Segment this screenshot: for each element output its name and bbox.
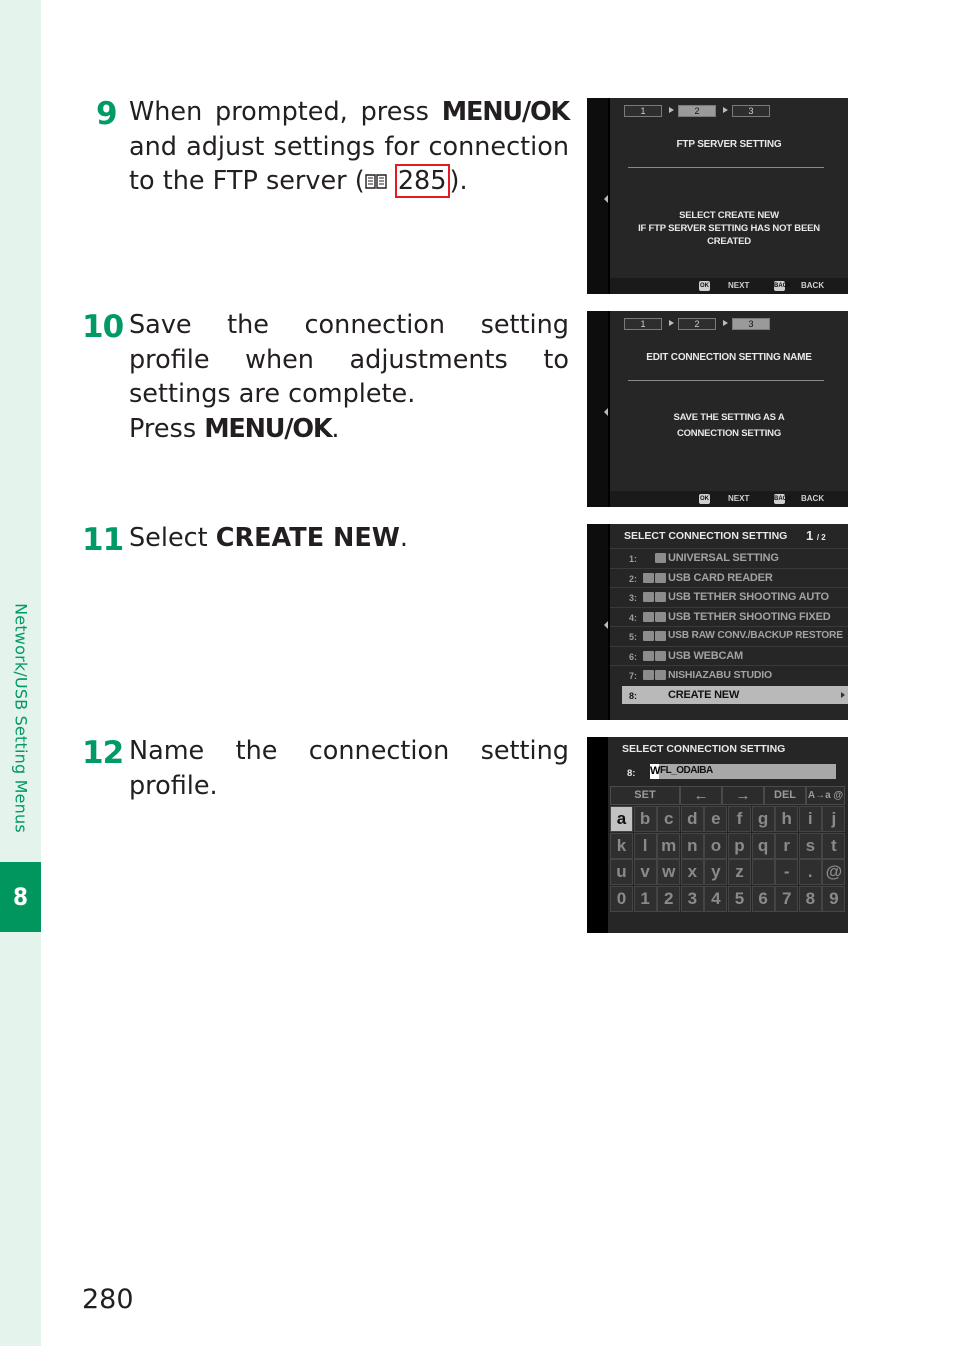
setting-icon <box>655 553 666 563</box>
keyboard-key[interactable]: p <box>728 833 751 859</box>
back-key-icon: BACK <box>774 496 792 502</box>
keyboard-key[interactable]: 7 <box>775 886 798 912</box>
step-indicator: 1 2 3 <box>624 318 834 329</box>
keyboard-key[interactable]: c <box>657 806 680 832</box>
cursor-right-button[interactable]: → <box>722 786 764 805</box>
connection-setting-item[interactable]: 5: USB RAW CONV./BACKUP RESTORE <box>610 626 848 646</box>
step-indicator: 1 2 3 <box>624 105 834 116</box>
usb-icon <box>643 631 654 641</box>
keyboard-key[interactable]: q <box>752 833 775 859</box>
step-text-12: Name the connection setting profile. <box>129 736 569 801</box>
keyboard-key[interactable]: r <box>775 833 798 859</box>
keyboard-key[interactable]: i <box>799 806 822 832</box>
usb-icon <box>643 592 654 602</box>
cursor-left-button[interactable]: ← <box>680 786 722 805</box>
keyboard-key[interactable]: 9 <box>822 886 845 912</box>
page-indicator: 1 / 2 <box>806 528 826 543</box>
keyboard-key[interactable]: @ <box>822 859 845 885</box>
screen-footer <box>610 491 848 507</box>
step-text-11: Select CREATE NEW. <box>129 523 408 553</box>
name-input-field[interactable]: 8: W FL_ODAIBA <box>618 764 836 781</box>
text-cursor: W <box>650 765 661 777</box>
connection-setting-item[interactable]: 2: USB CARD READER <box>610 568 848 588</box>
screen-edit-connection-setting-name <box>587 311 848 507</box>
keyboard-key[interactable]: 4 <box>704 886 727 912</box>
screen-ftp-server-setting <box>587 98 848 294</box>
keyboard-key[interactable]: e <box>704 806 727 832</box>
menu-ok-key: MENU/OK <box>441 97 569 127</box>
keyboard-key[interactable]: u <box>610 859 633 885</box>
create-new-item[interactable]: 8: CREATE NEW <box>622 686 848 704</box>
screen-select-connection-setting <box>587 524 848 720</box>
keyboard-key[interactable]: 2 <box>657 886 680 912</box>
section-label: Network/USB Setting Menus <box>11 603 31 833</box>
keyboard-key[interactable]: 6 <box>752 886 775 912</box>
back-key-icon: BACK <box>774 283 792 289</box>
keyboard-key[interactable]: - <box>775 859 798 885</box>
case-toggle-button[interactable]: A→a @ <box>806 786 845 805</box>
next-label: NEXT <box>728 281 750 290</box>
tether-icon <box>655 670 666 680</box>
tether-icon <box>655 592 666 602</box>
page-number: 280 <box>82 1284 134 1315</box>
create-new-option-text: CREATE NEW <box>215 523 400 553</box>
keyboard-key[interactable]: b <box>634 806 657 832</box>
usb-icon <box>643 573 654 583</box>
keyboard-key[interactable]: v <box>634 859 657 885</box>
keyboard-key[interactable] <box>752 859 775 885</box>
keyboard-key[interactable]: w <box>657 859 680 885</box>
keyboard-key[interactable]: f <box>728 806 751 832</box>
keyboard-key[interactable]: j <box>822 806 845 832</box>
connection-setting-item[interactable]: 1: UNIVERSAL SETTING <box>610 548 848 568</box>
connection-setting-item[interactable]: 4: USB TETHER SHOOTING FIXED <box>610 607 848 627</box>
ok-key-icon: OK <box>700 283 709 289</box>
keyboard-key[interactable]: d <box>681 806 704 832</box>
screen-footer <box>610 278 848 294</box>
setting-icon <box>655 651 666 661</box>
next-label: NEXT <box>728 494 750 503</box>
keyboard-key[interactable]: m <box>657 833 680 859</box>
screen-title: EDIT CONNECTION SETTING NAME <box>646 352 812 363</box>
setting-icon <box>655 573 666 583</box>
keyboard-key[interactable]: x <box>681 859 704 885</box>
screen-title: SELECT CONNECTION SETTING <box>622 743 786 755</box>
page-ref-book-icon <box>365 165 387 182</box>
keyboard-key[interactable]: . <box>799 859 822 885</box>
keyboard-key[interactable]: y <box>704 859 727 885</box>
setting-icon <box>655 631 666 641</box>
screen-message: SAVE THE SETTING AS A CONNECTION SETTING <box>673 412 785 439</box>
delete-button[interactable]: DEL <box>764 786 806 805</box>
keyboard-key[interactable]: 3 <box>681 886 704 912</box>
screen-message: SELECT CREATE NEW IF FTP SERVER SETTING HAS NOT BEEN CREATED <box>638 210 820 247</box>
screen-title: SELECT CONNECTION SETTING <box>624 530 788 542</box>
keyboard-key[interactable]: n <box>681 833 704 859</box>
chapter-tab: 8 <box>0 862 41 932</box>
keyboard-key[interactable]: z <box>728 859 751 885</box>
usb-icon <box>643 651 654 661</box>
keyboard-key[interactable]: k <box>610 833 633 859</box>
step-number-9: 9 <box>96 96 117 132</box>
keyboard-key[interactable]: s <box>799 833 822 859</box>
step-text-9: When prompted, press MENU/OK and adjust settings for connection to the FTP server ( 285 ). <box>129 97 569 196</box>
keyboard-key[interactable]: 8 <box>799 886 822 912</box>
connection-setting-item[interactable]: 6: USB WEBCAM <box>610 646 848 666</box>
keyboard-key[interactable]: 0 <box>610 886 633 912</box>
chevron-right-icon <box>841 692 845 698</box>
keyboard-key[interactable]: t <box>822 833 845 859</box>
wifi-icon <box>643 670 654 680</box>
connection-setting-item[interactable]: 7: NISHIAZABU STUDIO <box>610 665 848 685</box>
ok-key-icon: OK <box>700 496 709 502</box>
step-text-10: Save the connection setting profile when adjustments to settings are complete. Press MENU/OK. <box>129 310 569 444</box>
tether-icon <box>655 612 666 622</box>
menu-ok-key: MENU/OK <box>204 413 332 444</box>
screen-title: FTP SERVER SETTING <box>676 139 782 150</box>
step-number-10: 10 <box>82 309 124 345</box>
screen-name-entry-keyboard <box>587 737 848 933</box>
name-value: FL_ODAIBA <box>660 765 713 776</box>
step-number-12: 12 <box>82 735 124 771</box>
keyboard-key[interactable]: 1 <box>634 886 657 912</box>
back-label: BACK <box>801 494 825 503</box>
step-number-11: 11 <box>82 522 124 558</box>
keyboard-key[interactable]: 5 <box>728 886 751 912</box>
set-button[interactable]: SET <box>610 786 680 805</box>
connection-setting-item[interactable]: 3: USB TETHER SHOOTING AUTO <box>610 587 848 607</box>
keyboard-key[interactable]: a <box>610 806 633 832</box>
page-reference-link[interactable]: 285 <box>395 164 450 198</box>
back-label: BACK <box>801 281 825 290</box>
keyboard-key[interactable]: g <box>752 806 775 832</box>
keyboard-key[interactable]: o <box>704 833 727 859</box>
usb-icon <box>643 612 654 622</box>
keyboard-key[interactable]: h <box>775 806 798 832</box>
keyboard-key[interactable]: l <box>634 833 657 859</box>
